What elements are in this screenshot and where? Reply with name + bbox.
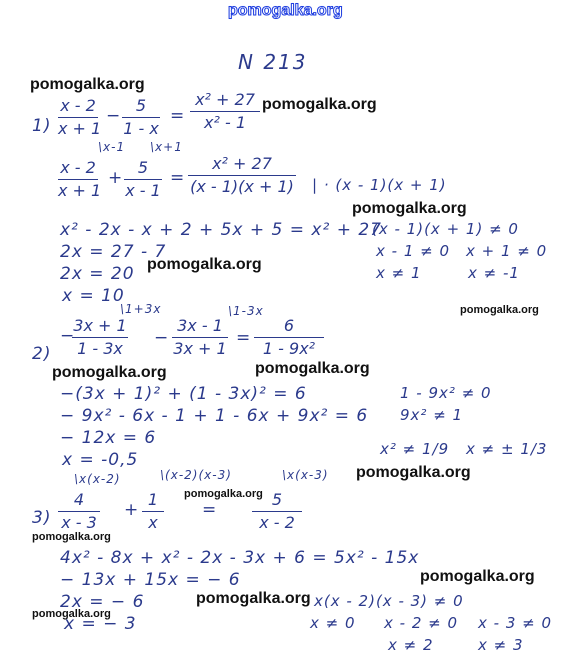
fraction: 3x - 1 3x + 1 [173,316,227,358]
fraction: 5 1 - x [123,96,159,138]
fraction: 5 x - 1 [125,158,161,200]
fraction: x² + 27 (x - 1)(x + 1) [188,154,296,197]
fraction: x² + 27 x² - 1 [190,90,260,133]
fraction: x - 2 x + 1 [58,96,102,138]
watermark: pomogalka.org [184,488,263,500]
part-label: 2) [32,344,52,364]
problem-number: N 213 [238,50,308,74]
watermark: pomogalka.org [147,256,262,273]
header-watermark: pomogalka.org [228,2,343,19]
fraction: 6 1 - 9x² [254,316,324,359]
fraction: 1 x [142,490,164,533]
worksheet-page: pomogalka.org N 213 pomogalka.org pomogalka.org pomogalka.org pomogalka.org pomogalka.org pomogalka.org pomogalka.org pomogalka.org pomogalka.org pomogalka.org pomogalka.org pomogalka.org pomogalka.org 1) x - 2 x + 1 − 5 1 - x = x² + 27 x² - 1 \x-1 \x+1 x - 2 x + 1 + 5 x - 1 = x² + 27 (x - 1)(x + 1) | · (x - 1)(x + 1) x² - 2x - x + 2 + 5x + 5 = x² + 27 (x - 1)(x + 1) ≠ 0 2x = 27 - 7 x - 1 ≠ 0 x + 1 ≠ 0 2x = 20 x ≠ 1 x ≠ -1 x = 10 2) − \1+3x \1-3x 3x + 1 1 - 3x − 3x - 1 3x + 1 = 6 1 - 9x² −(3x + 1)² + (1 - 3x)² = 6 1 - 9x² ≠ 0 − 9x² - 6x - 1 + 1 - 6x + 9x² = 6 9x² ≠ 1 − 12x = 6 x² ≠ 1/9 x ≠ ± 1/3 x = -0,5 3) \x(x-2) \(x-2)(x-3) \x(x-3) 4 x - 3 + 1 x = 5 x - 2 4x² - 8x + x² - 2x - 3x + 6 = 5x² - 15x − 13x + 15x = − 6 2x = − 6 x = − 3 x(x - 2)(x - 3) ≠ 0 x ≠ 0 x - 2 ≠ 0 x - 3 ≠ 0 x ≠ 2 x ≠ 3 [30,2,553,654]
fraction: x - 2 x + 1 [58,158,102,200]
part-label: 3) [32,508,52,528]
watermark: pomogalka.org [30,76,145,93]
fraction: 5 x - 2 [252,490,302,533]
watermark: pomogalka.org [196,590,311,607]
part-label: 1) [32,116,52,136]
watermark: pomogalka.org [262,96,377,113]
watermark: pomogalka.org [255,360,370,377]
watermark: pomogalka.org [420,568,535,585]
watermark: pomogalka.org [32,608,111,620]
fraction: 4 x - 3 [58,490,100,533]
watermark: pomogalka.org [356,464,471,481]
watermark: pomogalka.org [352,200,467,217]
watermark: pomogalka.org [460,304,539,316]
watermark: pomogalka.org [32,531,111,543]
fraction: 3x + 1 1 - 3x [73,316,127,358]
watermark: pomogalka.org [52,364,167,381]
